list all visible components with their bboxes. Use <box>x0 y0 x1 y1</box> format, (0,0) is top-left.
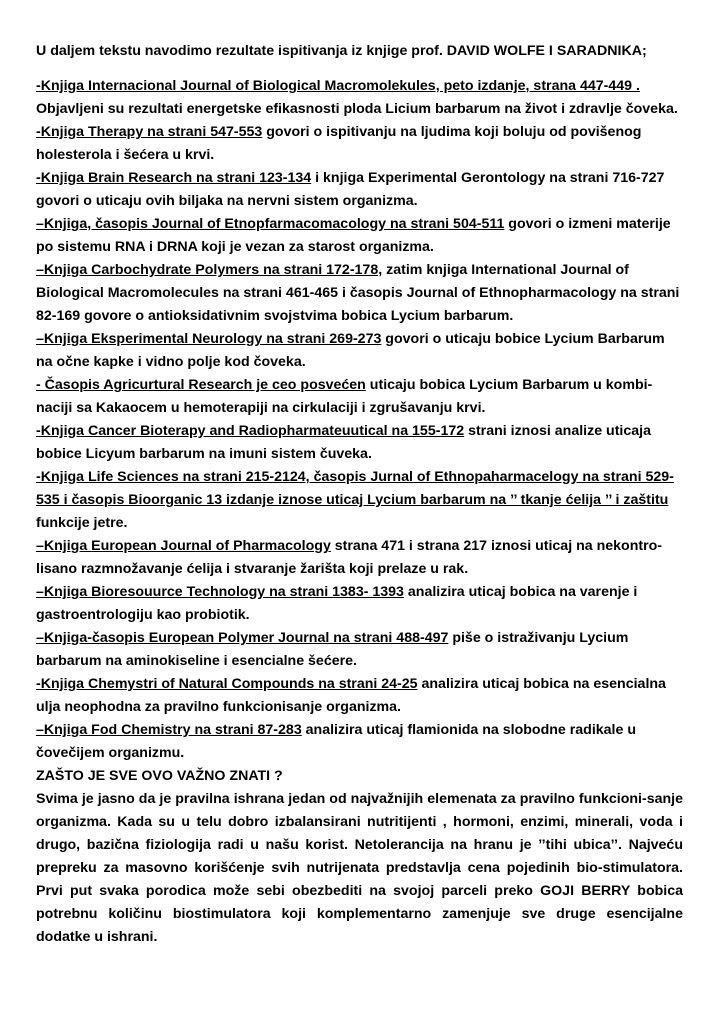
reference-title: –Knjiga Bioresouurce Technology na strani 1383- 1393 <box>36 584 404 600</box>
reference-description: strana 471 i strana 217 iznosi uticaj na nekontro-lisano razmnožavanje ćelija i stvaranje žarišta koji prelaze u rak. <box>36 538 662 577</box>
reference-entry-6 <box>36 328 683 374</box>
reference-description: Objavljeni su rezultati energetske efikasnosti ploda Licium barbarum na život i zdravlje čoveka. <box>36 101 678 117</box>
reference-entry-14 <box>36 719 683 765</box>
reference-entry-3 <box>36 167 683 213</box>
reference-list <box>36 75 683 765</box>
reference-title: –Knjiga, časopis Journal of Etnopfarmacomacology na strani 504-511 <box>36 216 505 232</box>
reference-entry-13 <box>36 673 683 719</box>
body-paragraph: Svima je jasno da je pravilna ishrana jedan od najvažnijih elemenata za pravilno funkcioni-sanje organizma. Kada su u telu dobro izbalansirani nutritijenti , hormoni, enzimi, minerali, voda i drugo, bazična fiziologija radi u našu korist. Netolerancija na hranu je ’’tihi ubica’’. Najveću prepreku za masovno korišćenje svih nutrijenata predstavlja cena pojedinih bio-stimulatora. Prvi put svaka porodica može sebi obezbediti na svojoj parceli preko GOJI BERRY bobica potrebnu količinu biostimulatora koji komplementarno zamenjuje sve druge esencijalne dodatke u ishrani. <box>36 791 683 945</box>
reference-entry-5 <box>36 259 683 328</box>
reference-description: govori o ispitivanju na ljudima koji boluju od povišenog holesterola i šećera u krvi. <box>36 124 642 163</box>
section-heading: ZAŠTO JE SVE OVO VAŽNO ZNATI ? <box>36 768 283 784</box>
reference-entry-10 <box>36 535 683 581</box>
reference-title: –Knjiga Fod Chemistry na strani 87-283 <box>36 722 302 738</box>
reference-description: funkcije jetre. <box>36 515 128 531</box>
reference-description: piše o istraživanju Lycium barbarum na aminokiseline i esencialne šećere. <box>36 630 629 669</box>
reference-description: analizira uticaj bobica na varenje i gastroentrologiju kao probiotik. <box>36 584 638 623</box>
reference-title: –Knjiga-časopis European Polymer Journal na strani 488-497 <box>36 630 449 646</box>
reference-entry-4 <box>36 213 683 259</box>
intro-line: U daljem tekstu navodimo rezultate ispitivanja iz knjige prof. DAVID WOLFE I SARADNIKA; <box>36 43 647 59</box>
reference-entry-11 <box>36 581 683 627</box>
reference-description: govori o uticaju bobice Lycium Barbarum na očne kapke i vidno polje kod čoveka. <box>36 331 665 370</box>
reference-title: -Knjiga Therapy na strani 547-553 <box>36 124 263 140</box>
reference-title: - Časopis Agricurtural Research je ceo posvećen <box>36 377 366 393</box>
reference-title: –Knjiga European Journal of Pharmacology <box>36 538 331 554</box>
reference-entry-2 <box>36 121 683 167</box>
reference-title: -Knjiga Cancer Bioterapy and Radiopharmateuutical na 155-172 <box>36 423 465 439</box>
reference-title: -Knjiga Chemystri of Natural Compounds na strani 24-25 <box>36 676 418 692</box>
reference-description: analizira uticaj bobica na esencialna ulja neophodna za pravilno funkcionisanje organizma. <box>36 676 666 715</box>
reference-description: zatim knjiga International Journal of Biological Macromolecules na strani 461-465 i časopis Journal of Ethnopharmacology na strani 82-169 govore o antioksidativnim svojstvima bobica Lycium barbarum. <box>36 262 680 324</box>
reference-title: –Knjiga Carbochydrate Polymers na strani 172-178, <box>36 262 383 278</box>
reference-title: –Knjiga Eksperimental Neurology na strani 269-273 <box>36 331 382 347</box>
reference-entry-8 <box>36 420 683 466</box>
reference-description: strani iznosi analize uticaja bobice Licyum barbarum na imuni sistem čuveka. <box>36 423 651 462</box>
reference-entry-12 <box>36 627 683 673</box>
reference-description: govori o izmeni materije po sistemu RNA i DRNA koji je vezan za starost organizma. <box>36 216 671 255</box>
reference-description: i knjiga Experimental Gerontology na strani 716-727 govori o uticaju ovih biljaka na nervni sistem organizma. <box>36 170 665 209</box>
reference-title: -Knjiga Internacional Journal of Biological Macromolekules, peto izdanje, strana 447-449 . <box>36 78 640 94</box>
reference-description: analizira uticaj flamionida na slobodne radikale u čovečijem organizmu. <box>36 722 636 761</box>
reference-description: uticaju bobica Lycium Barbarum u kombi-naciji sa Kakaocem u hemoterapiji na cirkulaciji i zgrušavanju krvi. <box>36 377 653 416</box>
reference-title: -Knjiga Life Sciences na strani 215-2124, časopis Jurnal of Ethnopaharmacelogy na strani 529-535 i časopis Bioorganic 13 izdanje iznose uticaj Lycium barbarum na ’’ tkanje ćelija ’’ i zaštitu <box>36 469 674 508</box>
reference-entry-1 <box>36 75 683 121</box>
reference-entry-7 <box>36 374 683 420</box>
reference-title: -Knjiga Brain Research na strani 123-134 <box>36 170 312 186</box>
reference-entry-9 <box>36 466 683 535</box>
